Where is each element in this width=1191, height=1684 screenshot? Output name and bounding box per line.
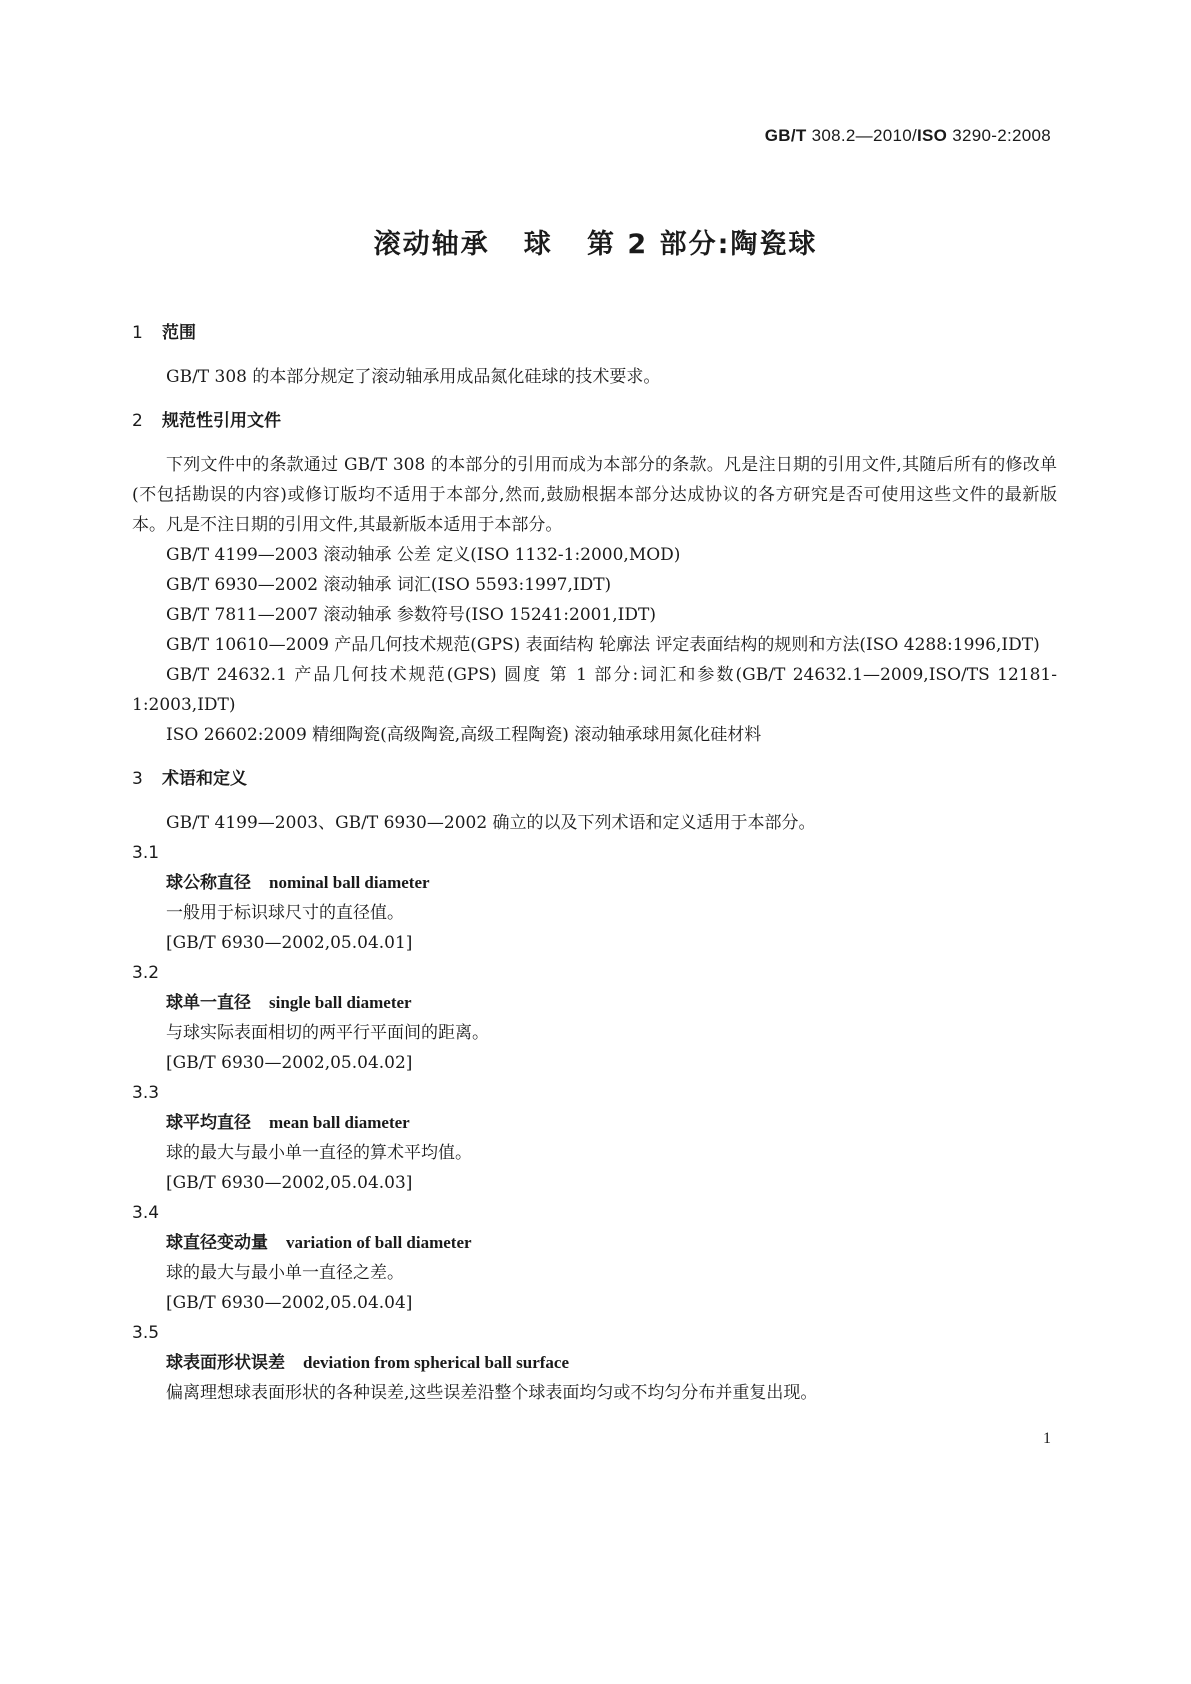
- term-heading: [132, 1108, 1057, 1138]
- reference-item: GB/T 4199—2003 滚动轴承 公差 定义(ISO 1132-1:2000,MOD): [166, 545, 681, 565]
- iso-code-prefix: ISO: [917, 126, 948, 145]
- term-chinese: 球平均直径: [166, 1113, 251, 1133]
- term-number: 3.5: [132, 1323, 160, 1343]
- section-number: 2: [132, 411, 143, 431]
- term-definition: 一般用于标识球尺寸的直径值。: [166, 903, 404, 923]
- document-title: 滚动轴承 球 第 2 部分:陶瓷球: [373, 229, 818, 260]
- term-chinese: 球公称直径: [166, 873, 251, 893]
- term-source: [GB/T 6930—2002,05.04.02]: [166, 1053, 413, 1073]
- term-chinese: 球直径变动量: [166, 1233, 268, 1253]
- standard-code: [765, 126, 1051, 146]
- section-heading-terms-definitions: [132, 764, 1057, 794]
- term-number: 3.4: [132, 1203, 160, 1223]
- term-heading: [132, 868, 1057, 898]
- term-source: [GB/T 6930—2002,05.04.04]: [166, 1293, 413, 1313]
- term-source: [GB/T 6930—2002,05.04.01]: [166, 933, 413, 953]
- term-definition: 与球实际表面相切的两平行平面间的距离。: [166, 1023, 489, 1043]
- term-english: deviation from spherical ball surface: [303, 1353, 569, 1372]
- term-number: 3.2: [132, 963, 160, 983]
- reference-item: GB/T 6930—2002 滚动轴承 词汇(ISO 5593:1997,IDT): [166, 575, 612, 595]
- standard-code-number: 308.2—2010/: [806, 126, 917, 145]
- term-english: mean ball diameter: [269, 1113, 410, 1132]
- term-chinese: 球表面形状误差: [166, 1353, 285, 1373]
- term-number: 3.1: [132, 843, 160, 863]
- reference-item: GB/T 10610—2009 产品几何技术规范(GPS) 表面结构 轮廓法 评定表面结构的规则和方法(ISO 4288:1996,IDT): [166, 635, 1040, 655]
- term-source: [GB/T 6930—2002,05.04.03]: [166, 1173, 413, 1193]
- term-definition: 偏离理想球表面形状的各种误差,这些误差沿整个球表面均匀或不均匀分布并重复出现。: [166, 1383, 818, 1403]
- section-title: 范围: [162, 323, 196, 343]
- term-english: nominal ball diameter: [269, 873, 430, 892]
- section-heading-scope: [132, 318, 1057, 348]
- section-title: 术语和定义: [162, 769, 247, 789]
- section-number: 1: [132, 323, 143, 343]
- term-definition: 球的最大与最小单一直径之差。: [166, 1263, 404, 1283]
- term-definition: 球的最大与最小单一直径的算术平均值。: [166, 1143, 472, 1163]
- references-paragraph: 下列文件中的条款通过 GB/T 308 的本部分的引用而成为本部分的条款。凡是注日期的引用文件,其随后所有的修改单(不包括勘误的内容)或修订版均不适用于本部分,然而,鼓励根据本部分达成协议的各方研究是否可使用这些文件的最新版本。凡是不注日期的引用文件,其最新版本适用于本部分。: [132, 455, 1057, 535]
- iso-code-number: 3290-2:2008: [947, 126, 1051, 145]
- standard-code-prefix: GB/T: [764, 126, 807, 145]
- terms-paragraph: GB/T 4199—2003、GB/T 6930—2002 确立的以及下列术语和定义适用于本部分。: [166, 813, 816, 833]
- term-chinese: 球单一直径: [166, 993, 251, 1013]
- scope-paragraph: GB/T 308 的本部分规定了滚动轴承用成品氮化硅球的技术要求。: [166, 367, 661, 387]
- reference-item: GB/T 24632.1 产品几何技术规范(GPS) 圆度 第 1 部分:词汇和参数(GB/T 24632.1—2009,ISO/TS 12181-1:2003,IDT): [132, 665, 1057, 715]
- term-heading: [132, 1228, 1057, 1258]
- term-number: 3.3: [132, 1083, 160, 1103]
- term-heading: [132, 1348, 1057, 1378]
- section-title: 规范性引用文件: [162, 411, 281, 431]
- document-body: [132, 318, 1057, 1408]
- term-english: single ball diameter: [269, 993, 412, 1012]
- section-heading-normative-references: [132, 406, 1057, 436]
- reference-item: ISO 26602:2009 精细陶瓷(高级陶瓷,高级工程陶瓷) 滚动轴承球用氮化硅材料: [166, 725, 762, 745]
- term-heading: [132, 988, 1057, 1018]
- page-number: 1: [1043, 1430, 1051, 1447]
- term-english: variation of ball diameter: [286, 1233, 472, 1252]
- reference-item: GB/T 7811—2007 滚动轴承 参数符号(ISO 15241:2001,IDT): [166, 605, 657, 625]
- section-number: 3: [132, 769, 143, 789]
